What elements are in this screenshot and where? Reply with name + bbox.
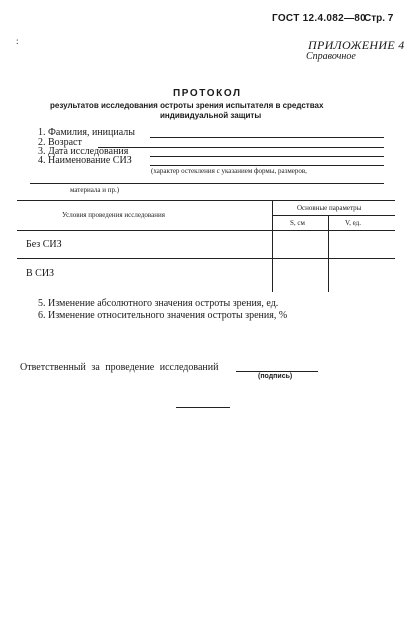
field-age-line[interactable] xyxy=(98,147,384,148)
conditions-header: Условия проведения исследования xyxy=(62,211,165,219)
signature-label: Ответственный за проведение исследований xyxy=(20,362,219,373)
protocol-subtitle-line1: результатов исследования остроты зрения испытателя в средствах xyxy=(50,101,324,110)
col-s-header: S, см xyxy=(290,219,305,227)
protocol-subtitle-line2: индивидуальной защиты xyxy=(160,111,262,120)
siz-note-line1: (характер остекления с указанием формы, размеров, xyxy=(151,167,307,175)
siz-note-line2: материала и пр.) xyxy=(70,186,120,194)
standard-number: ГОСТ 12.4.082—80 xyxy=(272,13,367,24)
appendix-subtitle: Справочное xyxy=(306,51,356,62)
field-name-line[interactable] xyxy=(150,137,384,138)
field-siz-line[interactable] xyxy=(150,165,384,166)
field-name-label: 1. Фамилия, инициалы xyxy=(38,127,135,138)
signature-caption: (подпись) xyxy=(258,373,293,380)
item-relative-change: 6. Изменение относительного значения остроты зрения, % xyxy=(38,310,288,321)
field-date-line[interactable] xyxy=(150,156,384,157)
field-date-label: 3. Дата исследования xyxy=(38,146,129,157)
siz-extra-line[interactable] xyxy=(30,183,384,184)
table-row-with-siz: В СИЗ xyxy=(26,268,55,279)
item-absolute-change: 5. Изменение абсолютного значения остроты зрения, ед. xyxy=(38,298,279,309)
table-row-without-siz: Без СИЗ xyxy=(26,239,62,250)
params-header: Основные параметры xyxy=(297,204,362,212)
field-age-label: 2. Возраст xyxy=(38,137,82,148)
protocol-title: ПРОТОКОЛ xyxy=(173,88,242,99)
corner-mark: : xyxy=(16,36,19,46)
page-number: Стр. 7 xyxy=(364,13,394,24)
signature-line[interactable] xyxy=(236,371,318,372)
col-v-header: V, ед. xyxy=(345,219,361,227)
appendix-title: ПРИЛОЖЕНИЕ 4 xyxy=(308,38,405,52)
field-siz-label: 4. Наименование СИЗ xyxy=(38,155,132,166)
end-rule xyxy=(176,407,230,408)
